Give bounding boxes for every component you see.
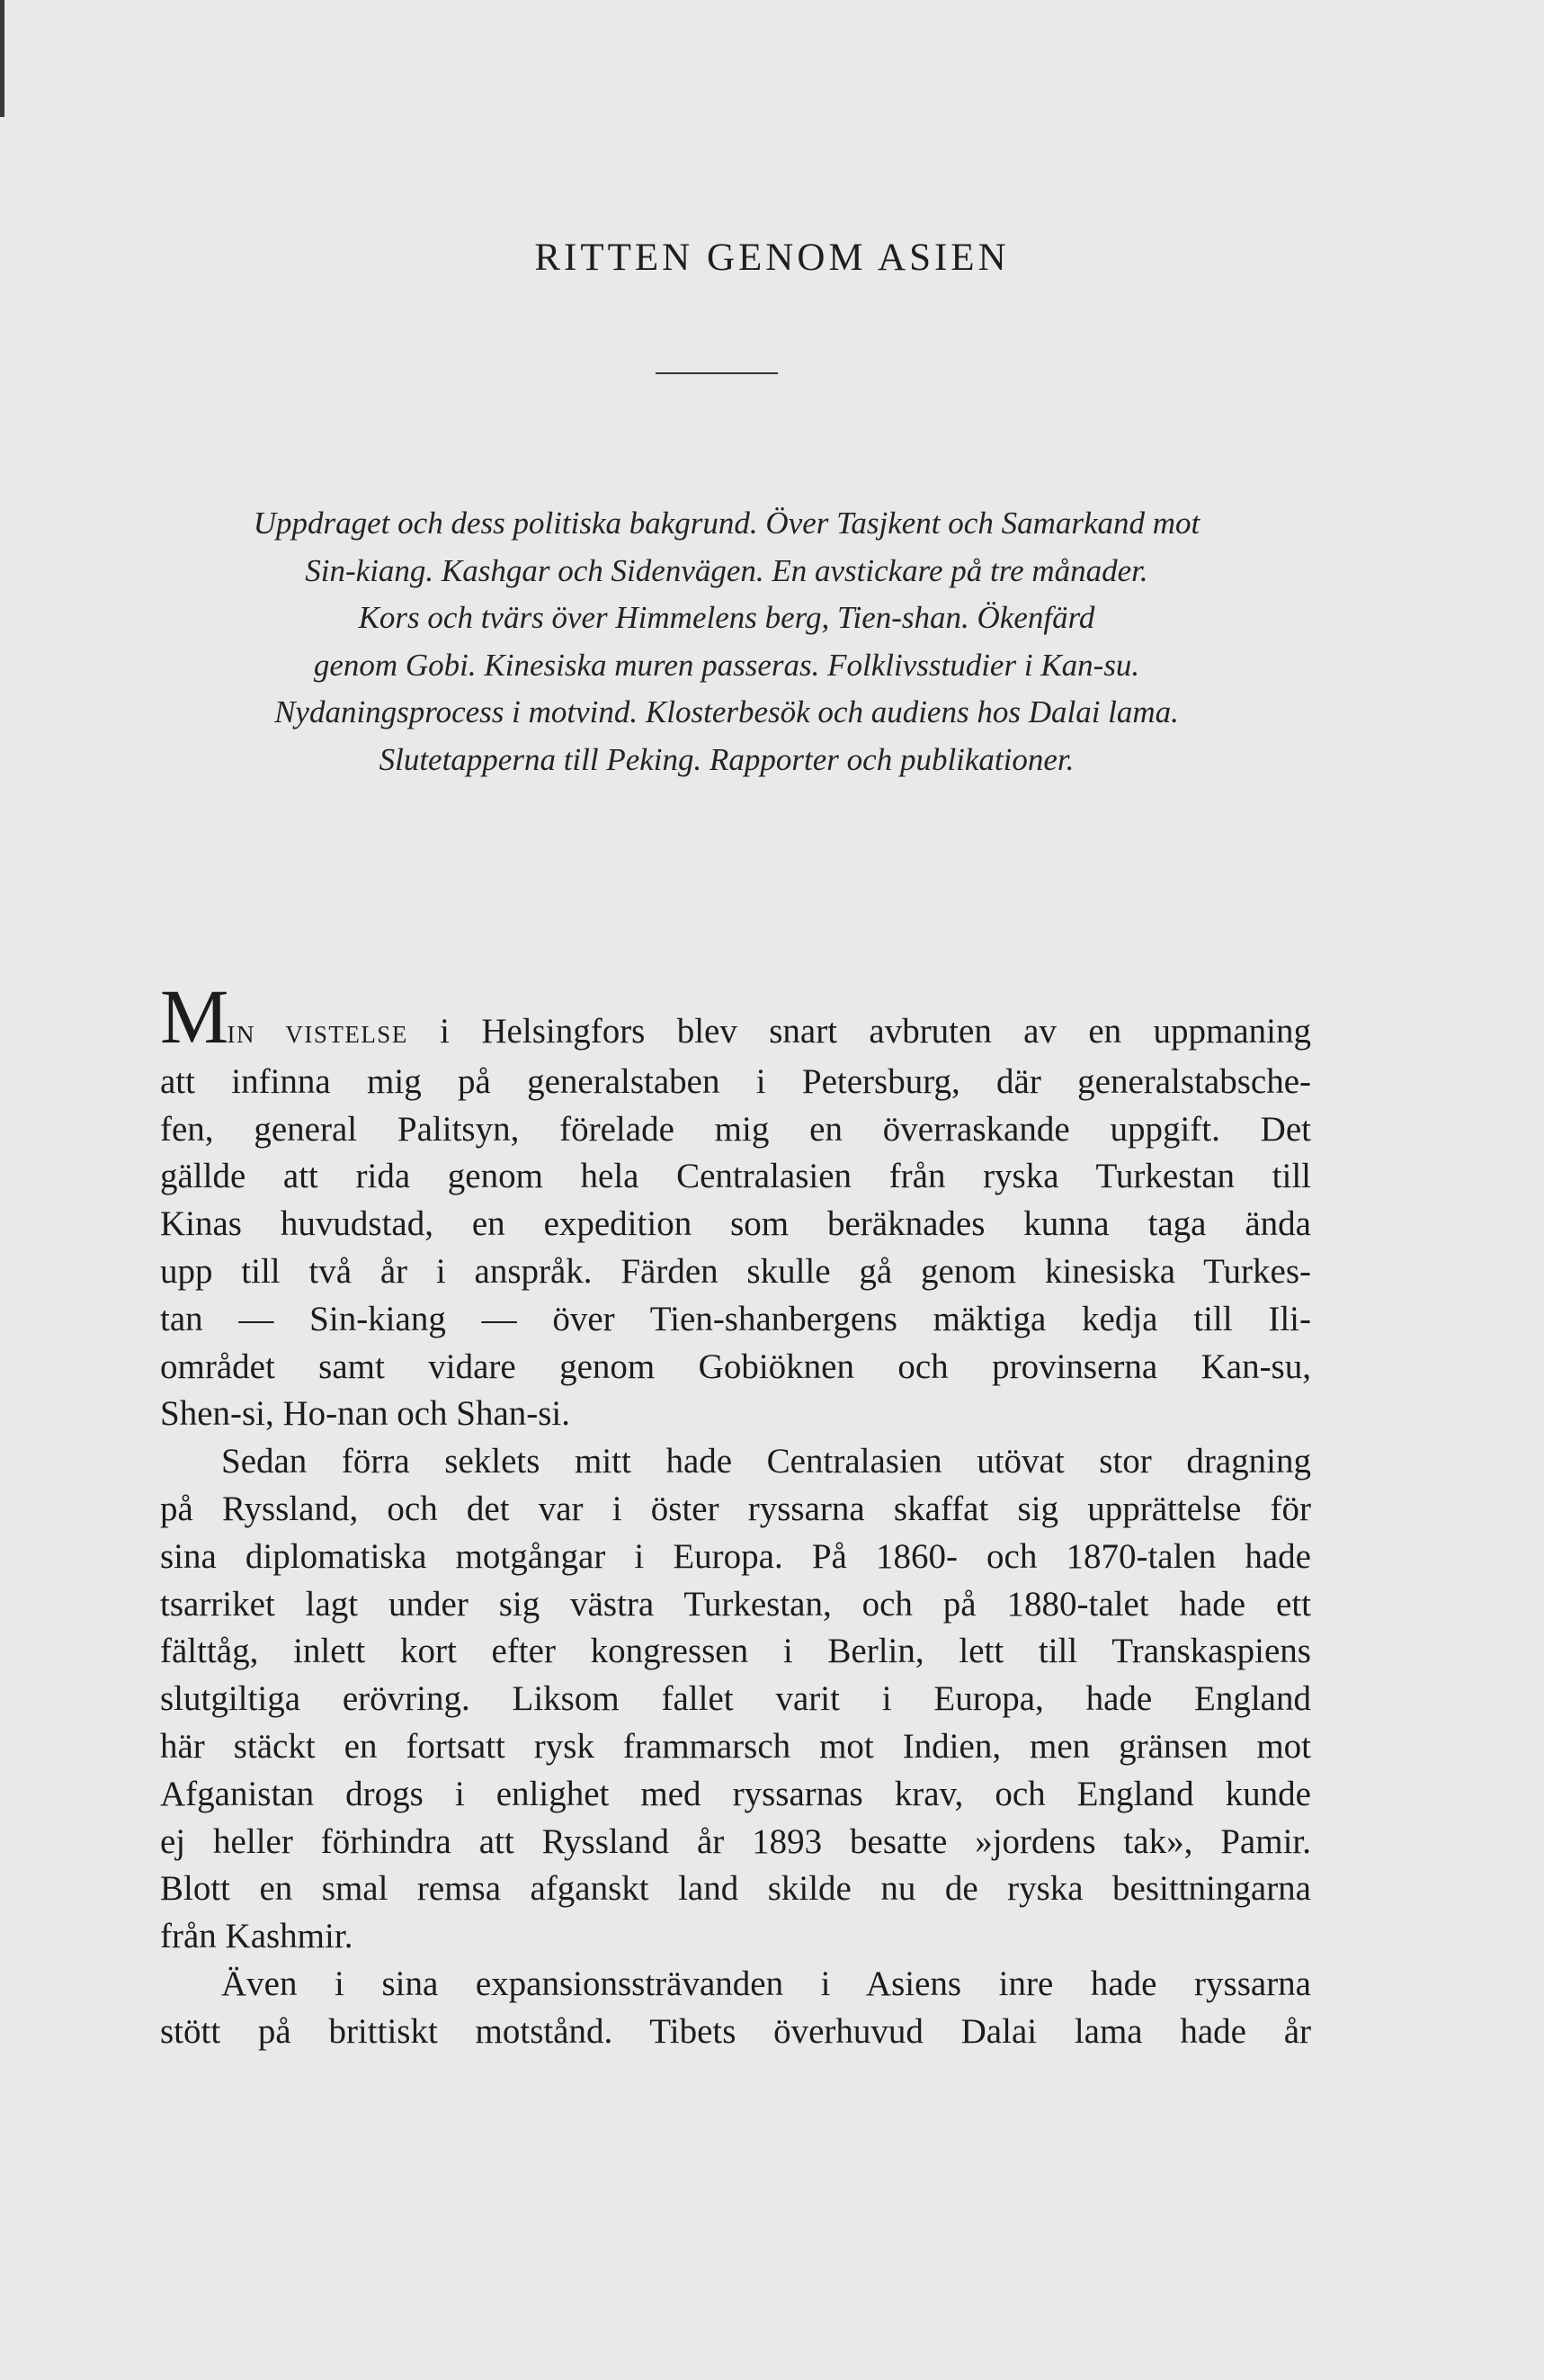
body-text (160, 973, 1311, 2056)
text-line: Afganistan drogs i enlighet med ryssarnas krav, och England kunde (160, 1774, 1311, 1813)
text-line: Shen-si, Ho-nan och Shan-si. (160, 1394, 571, 1434)
text-line: att infinna mig på generalstaben i Petersburg, där generalstabsche- (160, 1061, 1311, 1101)
drop-cap: M (160, 973, 228, 1060)
chapter-title: RITTEN GENOM ASIEN (534, 237, 1010, 279)
text-line: sina diplomatiska motgångar i Europa. På 1860- och 1870-talen hade (160, 1536, 1311, 1576)
summary-line: genom Gobi. Kinesiska muren passeras. Folklivsstudier i Kan-su. (313, 647, 1140, 683)
summary-line: Sin-kiang. Kashgar och Sidenvägen. En avstickare på tre månader. (305, 552, 1148, 588)
text-line: fen, general Palitsyn, förelade mig en överraskande uppgift. Det (160, 1109, 1311, 1149)
chapter-summary (142, 500, 1311, 783)
first-line (160, 973, 1311, 1060)
text-line: Sedan förra seklets mitt hade Centralasien utövat stor dragning (221, 1442, 1311, 1481)
text-line: stött på brittiskt motstånd. Tibets överhuvud Dalai lama hade år (160, 2011, 1311, 2051)
text-line: från Kashmir. (160, 1917, 353, 1956)
text-line: gällde att rida genom hela Centralasien från ryska Turkestan till (160, 1157, 1311, 1196)
text-line: på Ryssland, och det var i öster ryssarna skaffat sig upprättelse för (160, 1489, 1311, 1528)
scan-edge-mark (0, 0, 4, 117)
small-caps-lead: IN VISTELSE (227, 1021, 408, 1048)
text-line: ej heller förhindra att Ryssland år 1893 besatte »jordens tak», Pamir. (160, 1821, 1311, 1861)
text-line: tan — Sin-kiang — över Tien-shanbergens mäktiga kedja till Ili- (160, 1299, 1311, 1338)
text-line: upp till två år i anspråk. Färden skulle gå genom kinesiska Turkes- (160, 1251, 1311, 1291)
title-divider (656, 372, 778, 374)
text-line: Blott en smal remsa afganskt land skilde nu de ryska besittningarna (160, 1869, 1311, 1909)
text-line: fälttåg, inlett kort efter kongressen i Berlin, lett till Transkaspiens (160, 1632, 1311, 1671)
text-line: här stäckt en fortsatt rysk frammarsch mot Indien, men gränsen mot (160, 1726, 1311, 1766)
text-line: Kinas huvudstad, en expedition som beräknades kunna taga ända (160, 1204, 1311, 1244)
summary-line: Slutetapperna till Peking. Rapporter och publikationer. (379, 741, 1075, 777)
summary-line: Nydaningsprocess i motvind. Klosterbesök och audiens hos Dalai lama. (274, 694, 1179, 729)
text-line: Även i sina expansionssträvanden i Asiens inre hade ryssarna (221, 1964, 1311, 2003)
summary-line: Uppdraget och dess politiska bakgrund. Över Tasjkent och Samarkand mot (253, 506, 1200, 541)
text-line: tsarriket lagt under sig västra Turkestan, och på 1880-talet hade ett (160, 1584, 1311, 1624)
text-line: området samt vidare genom Gobiöknen och provinserna Kan-su, (160, 1347, 1311, 1386)
text-line: slutgiltiga erövring. Liksom fallet varit i Europa, hade England (160, 1679, 1311, 1719)
first-line-text: i Helsingfors blev snart avbruten av en uppmaning (407, 1012, 1311, 1051)
summary-line: Kors och tvärs över Himmelens berg, Tien-shan. Ökenfärd (358, 600, 1095, 635)
